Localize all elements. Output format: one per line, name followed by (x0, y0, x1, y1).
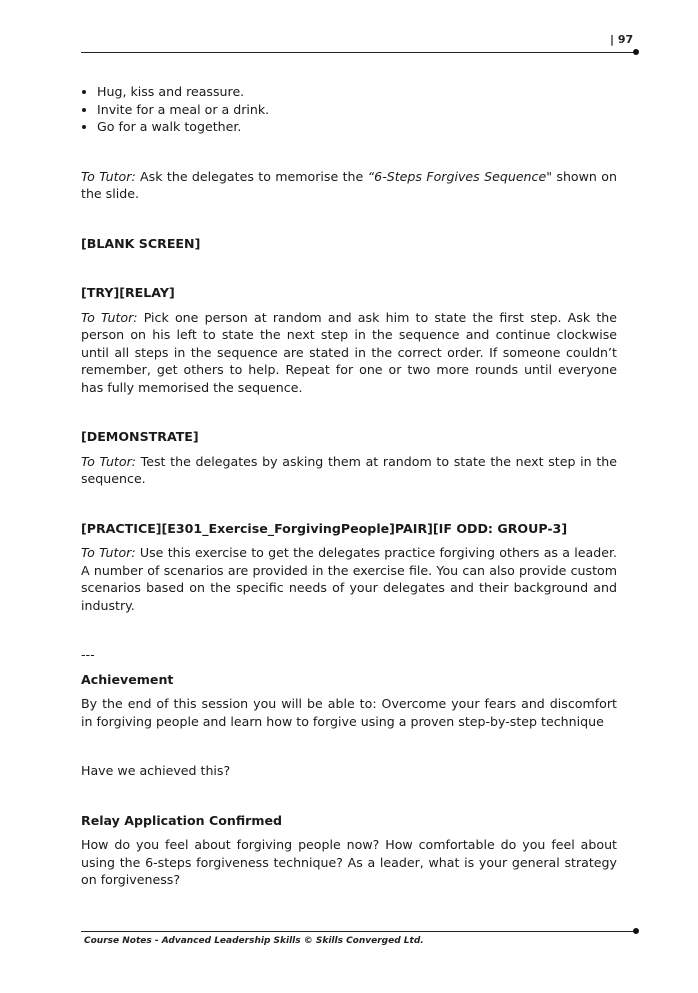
list-item: • Invite for a meal or a drink. (97, 101, 617, 119)
demonstrate-heading: [DEMONSTRATE] (81, 429, 199, 444)
header-rule (81, 52, 636, 53)
try-relay-paragraph (81, 309, 617, 397)
header-rule-dot (633, 49, 639, 55)
demonstrate-paragraph (81, 453, 617, 488)
achievement-question: Have we achieved this? (81, 763, 231, 778)
paragraph-text: Test the delegates by asking them at random to state the next step in the sequence. (81, 453, 617, 486)
section-separator: --- (81, 647, 95, 662)
footer-rule (81, 931, 636, 932)
footer-text: Course Notes - Advanced Leadership Skills © Skills Converged Ltd. (84, 936, 424, 946)
list-item: • Hug, kiss and reassure. (97, 83, 617, 101)
relay-confirmed-heading: Relay Application Confirmed (81, 812, 283, 828)
blank-screen-heading: [BLANK SCREEN] (81, 235, 201, 251)
bullet-list (81, 83, 617, 136)
page-body (81, 83, 617, 889)
achievement-paragraph: By the end of this session you will be able to: Overcome your fears and discomfort in forgiving people and learn how to forgive using a proven step-by-step technique (81, 696, 617, 729)
tutor-label: To Tutor: (81, 453, 136, 469)
tutor-label: To Tutor: (81, 168, 136, 184)
paragraph-text: " shown on the slide. (81, 168, 617, 201)
relay-confirmed-paragraph: How do you feel about forgiving people now? How comfortable do you feel about using the 6-steps forgiveness technique? As a leader, what is your general strategy on forgiveness? (81, 837, 617, 887)
achievement-heading: Achievement (81, 671, 174, 687)
tutor-label: To Tutor: (81, 545, 136, 560)
paragraph-text: Use this exercise to get the delegates practice forgiving others as a leader. A number of scenarios are provided in the exercise file. You can also provide custom scenarios based on the specific needs of your delegates and their background and industry. (81, 545, 617, 613)
practice-paragraph (81, 544, 617, 614)
try-relay-heading: [TRY][RELAY] (81, 285, 175, 300)
paragraph-text: Pick one person at random and ask him to state the first step. Ask the person on his left to state the next step in the sequence and continue clockwise until all steps in the sequence are stated in the correct order. If someone couldn’t remember, get others to help. Repeat for one or two more rounds until everyone has fully memorised the sequence. (81, 309, 617, 395)
tutor-label: To Tutor: (81, 309, 138, 325)
sequence-name: “6-Steps Forgives Sequence (367, 168, 547, 184)
footer-rule-dot (633, 928, 639, 934)
tutor-memorise-paragraph (81, 168, 617, 203)
practice-heading: [PRACTICE][E301_Exercise_ForgivingPeople]PAIR][IF ODD: GROUP-3] (81, 520, 568, 536)
paragraph-text: Ask the delegates to memorise the (135, 168, 368, 184)
page-number: | 97 (610, 33, 634, 46)
list-item: • Go for a walk together. (97, 118, 617, 136)
